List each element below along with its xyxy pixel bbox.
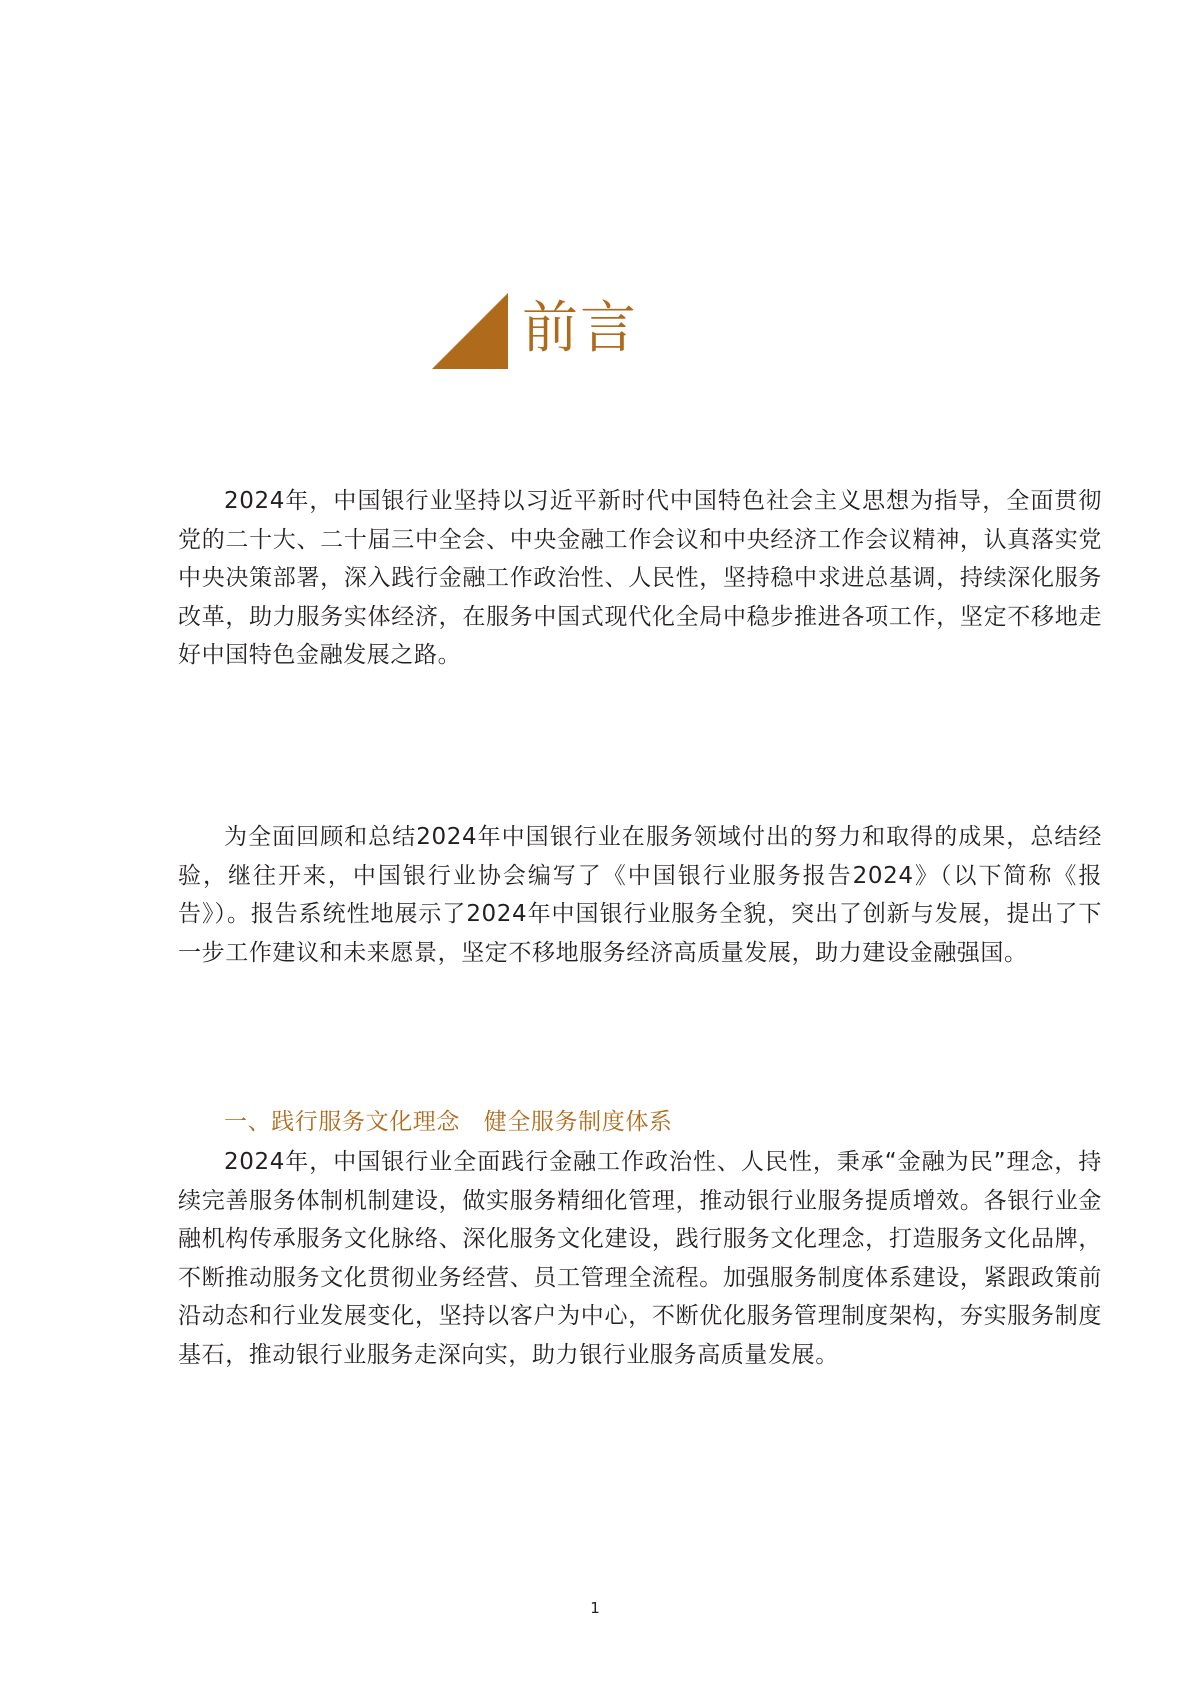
intro-paragraph-2: 为全面回顾和总结2024年中国银行业在服务领域付出的努力和取得的成果，总结经验，继往开来，中国银行业协会编写了《中国银行业服务报告2024》（以下简称《报告》）。报告系统性地展示了2024年中国银行业服务全貌，突出了创新与发展，提出了下一步工作建议和未来愿景，坚定不移地服务经济高质量发展，助力建设金融强国。 — [178, 824, 1102, 966]
intro-paragraph-1: 2024年，中国银行业坚持以习近平新时代中国特色社会主义思想为指导，全面贯彻党的二十大、二十届三中全会、中央金融工作会议和中央经济工作会议精神，认真落实党中央决策部署，深入践行金融工作政治性、人民性，坚持稳中求进总基调，持续深化服务改革，助力服务实体经济，在服务中国式现代化全局中稳步推进各项工作，坚定不移地走好中国特色金融发展之路。 — [178, 488, 1102, 668]
page-title: 前言 — [522, 296, 638, 361]
section-paragraph: 2024年，中国银行业全面践行金融工作政治性、人民性，秉承“金融为民”理念，持续完善服务体制机制建设，做实服务精细化管理，推动银行业服务提质增效。各银行业金融机构传承服务文化脉络、深化服务文化建设，践行服务文化理念，打造服务文化品牌，不断推动服务文化贯彻业务经营、员工管理全流程。加强服务制度体系建设，紧跟政策前沿动态和行业发展变化，坚持以客户为中心，不断优化服务管理制度架构，夯实服务制度基石，推动银行业服务走深向实，助力银行业服务高质量发展。 — [178, 1149, 1102, 1368]
section-heading: 一、践行服务文化理念 健全服务制度体系 — [224, 1109, 673, 1135]
page-number: 1 — [590, 1599, 600, 1617]
preface-heading — [432, 290, 692, 370]
triangle-decoration-icon — [432, 293, 508, 369]
